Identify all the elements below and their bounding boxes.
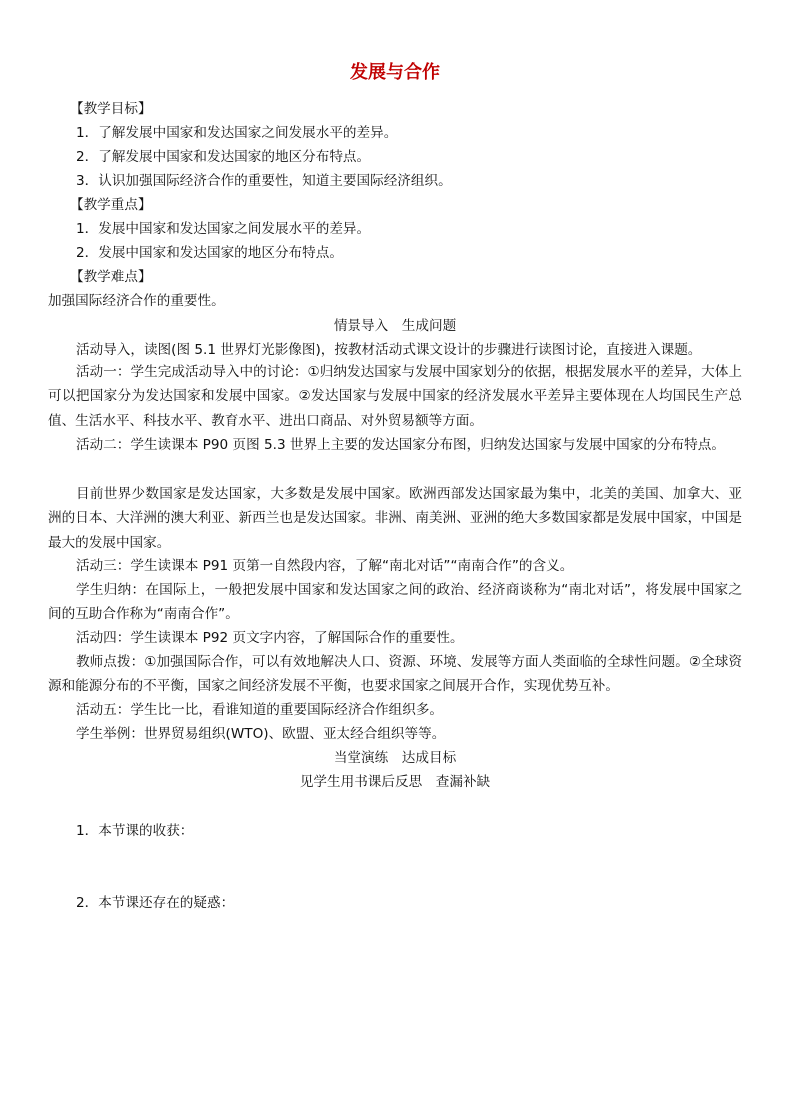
reflection-doubts: 2．本节课还存在的疑惑： [76,895,235,911]
objective-item: 1．了解发展中国家和发达国家之间发展水平的差异。 [76,125,398,141]
keypoint-item: 1．发展中国家和发达国家之间发展水平的差异。 [76,221,371,237]
page-title: 发展与合作 [350,62,440,83]
objectives-heading: 【教学目标】 [70,101,152,117]
section-heading-practice: 当堂演练 达成目标 [333,750,457,766]
objective-item: 2．了解发展中国家和发达国家的地区分布特点。 [76,149,371,165]
objective-item: 3．认识加强国际经济合作的重要性，知道主要国际经济组织。 [76,173,452,189]
reflection-gains: 1．本节课的收获： [76,823,194,839]
difficulty-heading: 【教学难点】 [70,269,152,285]
activity5-paragraph: 活动五：学生比一比，看谁知道的重要国际经济合作组织多。 [76,702,444,718]
summary-paragraph: 学生归纳：在国际上，一般把发展中国家和发达国家之间的政治、经济商谈称为“南北对话”，将发展中国家之间的互助合作称为“南南合作”。 [48,582,742,623]
teacher-guidance-paragraph: 教师点拨：①加强国际合作，可以有效地解决人口、资源、环境、发展等方面人类面临的全球性问题。②全球资源和能源分布的不平衡，国家之间经济发展不平衡，也要求国家之间展开合作，实现优势互补。 [48,654,742,695]
examples-paragraph: 学生举例：世界贸易组织(WTO)、欧盟、亚太经合组织等等。 [76,726,446,742]
distribution-paragraph: 目前世界少数国家是发达国家，大多数是发展中国家。欧洲西部发达国家最为集中，北美的美国、加拿大、亚洲的日本、大洋洲的澳大利亚、新西兰也是发达国家。非洲、南美洲、亚洲的绝大多数国家都是发展中国家，中国是最大的发展中国家。 [48,486,742,551]
activity1-paragraph: 活动一：学生完成活动导入中的讨论：①归纳发达国家与发展中国家划分的依据，根据发展水平的差异，大体上可以把国家分为发达国家和发展中国家。②发达国家与发展中国家的经济发展水平差异主要体现在人均国民生产总值、生活水平、科技水平、教育水平、进出口商品、对外贸易额等方面。 [48,364,742,429]
keypoint-item: 2．发展中国家和发达国家的地区分布特点。 [76,245,343,261]
difficulty-text: 加强国际经济合作的重要性。 [48,293,225,309]
intro-paragraph: 活动导入，读图(图 5.1 世界灯光影像图)，按教材活动式课文设计的步骤进行读图讨论，直接进入课题。 [76,342,702,358]
activity2-paragraph: 活动二：学生读课本 P90 页图 5.3 世界上主要的发达国家分布图，归纳发达国家与发展中国家的分布特点。 [76,437,725,453]
section-heading-intro: 情景导入 生成问题 [333,318,457,334]
keypoints-heading: 【教学重点】 [70,197,152,213]
section-heading-reflection: 见学生用书课后反思 查漏补缺 [299,774,491,790]
activity4-paragraph: 活动四：学生读课本 P92 页文字内容，了解国际合作的重要性。 [76,630,464,646]
activity3-paragraph: 活动三：学生读课本 P91 页第一自然段内容，了解“南北对话”“南南合作”的含义。 [76,558,574,574]
